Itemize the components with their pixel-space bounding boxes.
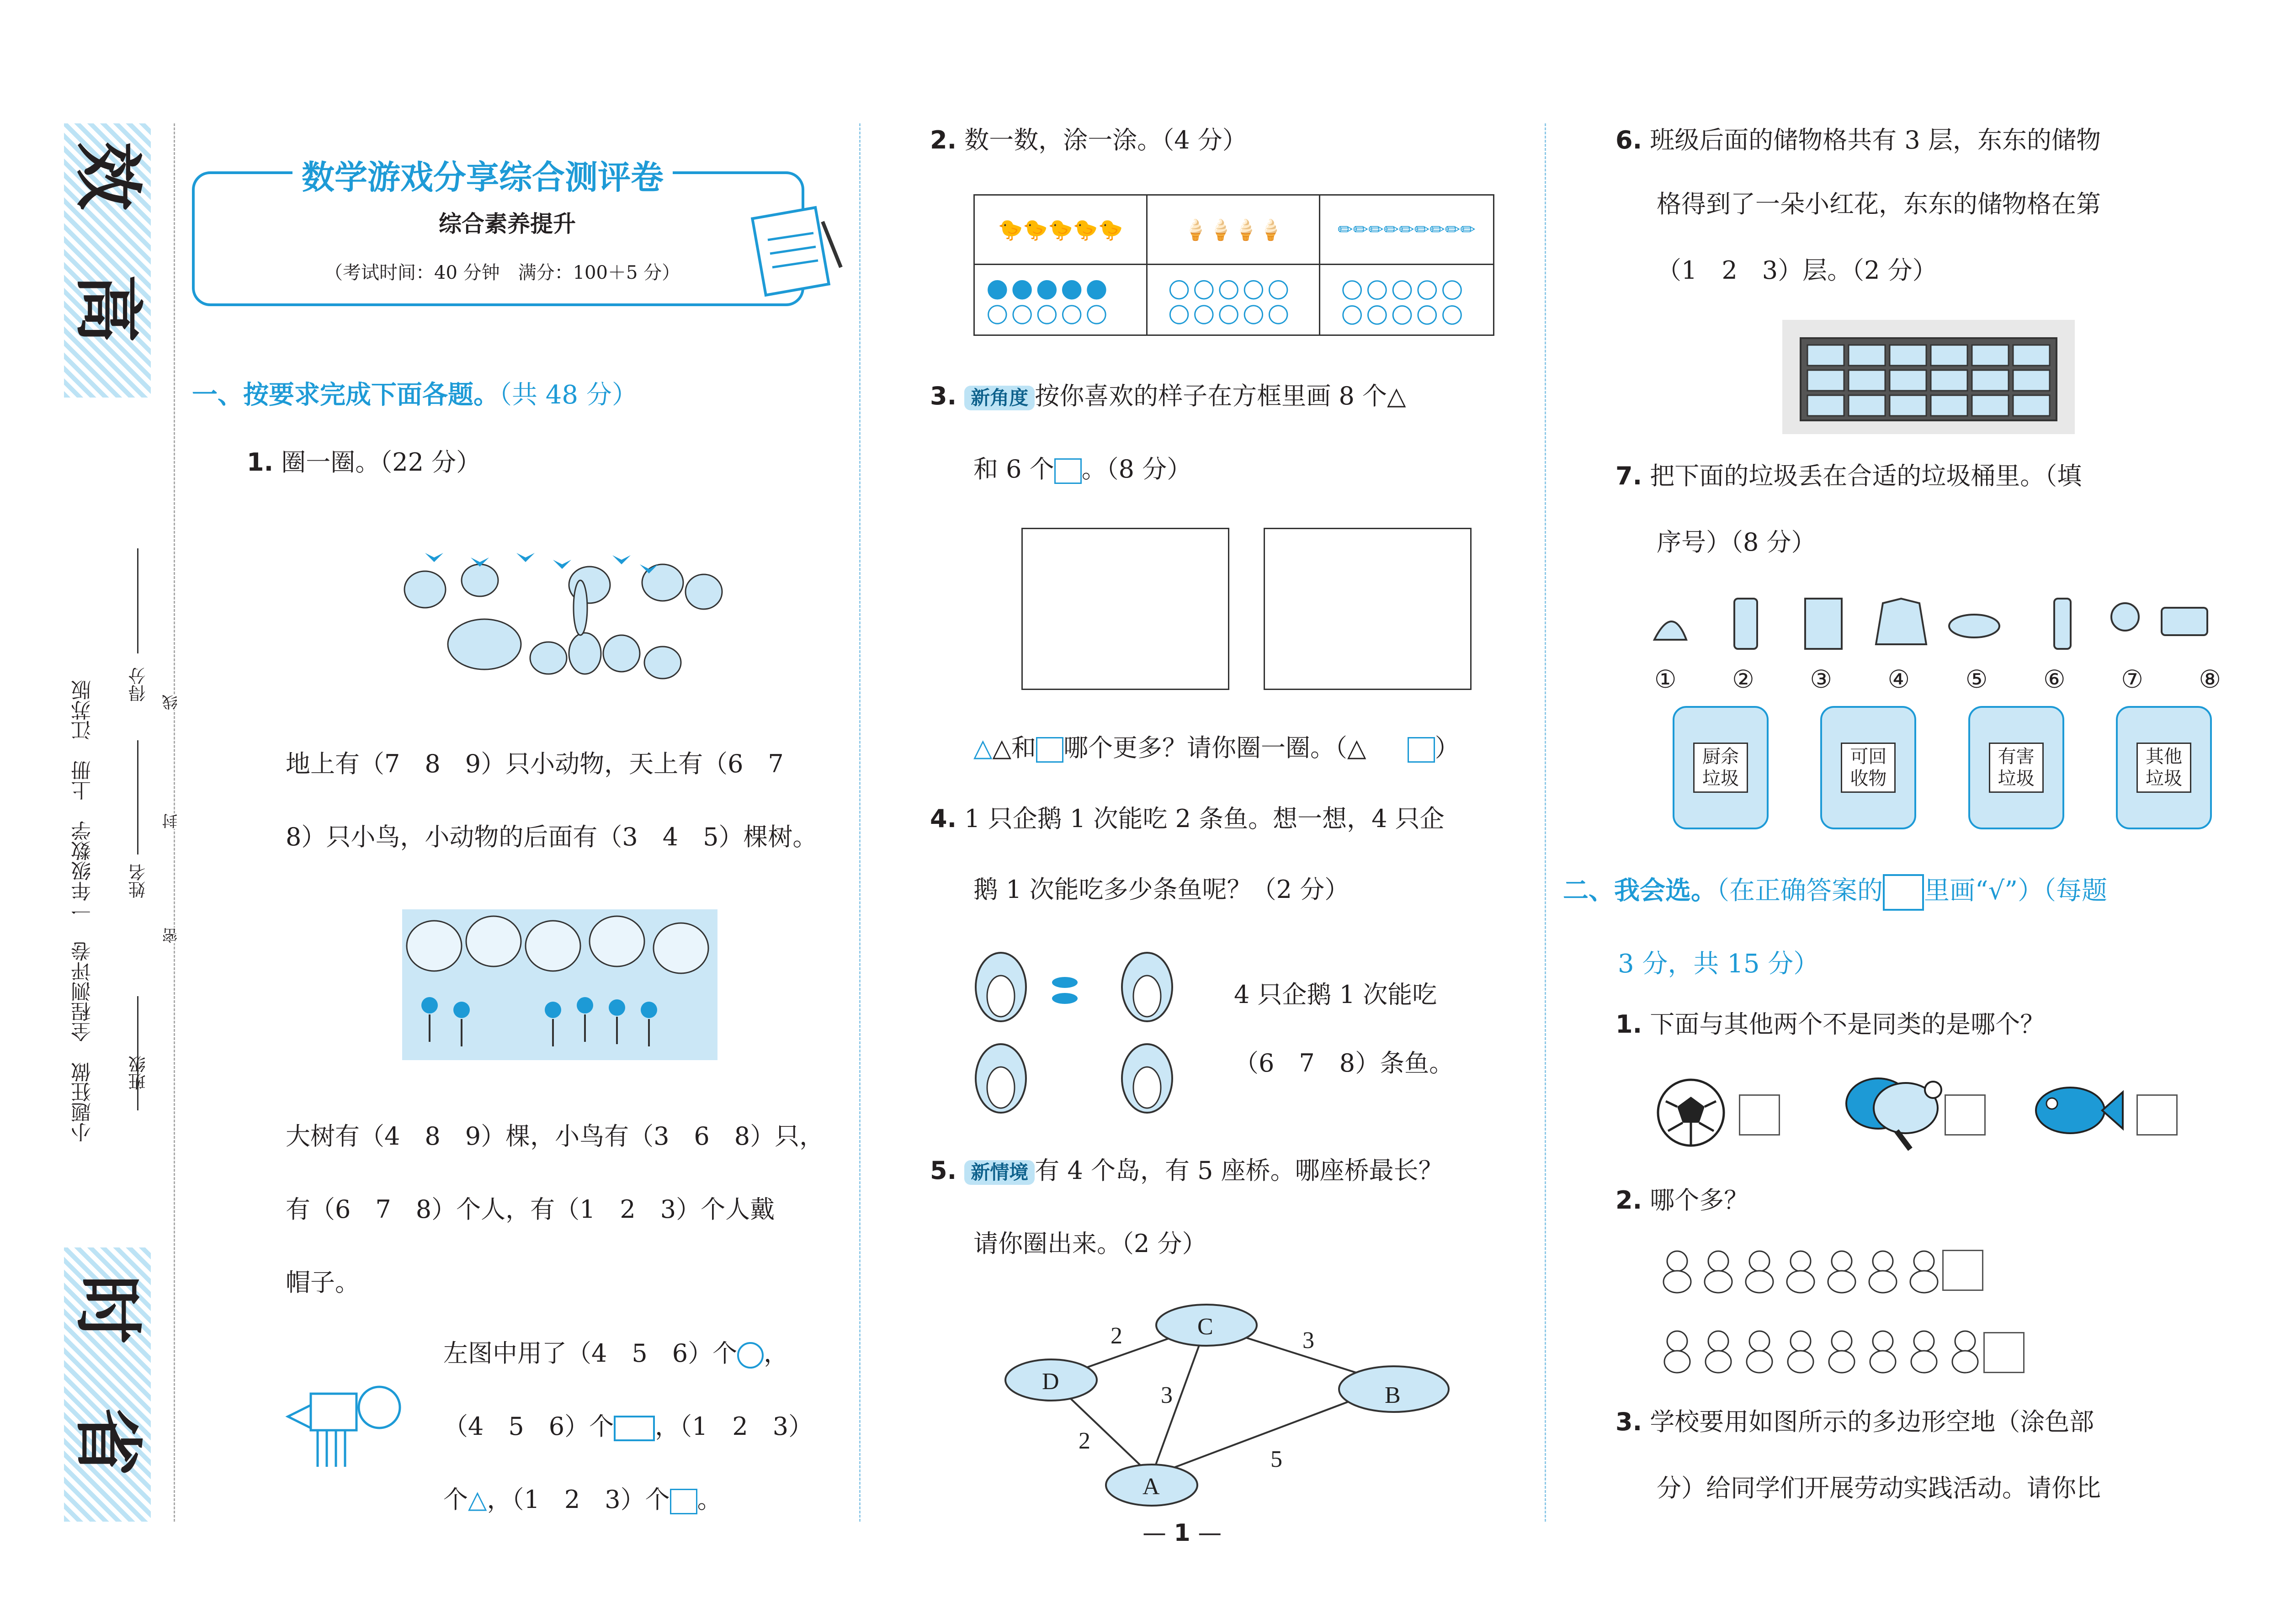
- bin-kitchen[interactable]: [1673, 706, 1769, 829]
- q1-line4: 有（6 7 8）个人，有（1 2 3）个人戴: [286, 1195, 775, 1224]
- q7-item-6: ⑥: [2043, 665, 2066, 694]
- s2q2-chicks-row: [1659, 1325, 1988, 1375]
- q7-item-3: ③: [1810, 665, 1832, 694]
- bridge-label-da: 2: [1079, 1428, 1090, 1454]
- bin-hazardous-label-2: 垃圾: [1998, 768, 2035, 789]
- sidebar-bottom-char1: 省: [68, 1407, 148, 1476]
- square-icon: [1054, 458, 1082, 484]
- s2q1-checkbox-3[interactable]: [2136, 1094, 2178, 1136]
- triangle-icon: △: [973, 733, 993, 762]
- q3-line2: 和 6 个 。（8 分）: [973, 455, 1192, 483]
- q7-item-4: ④: [1887, 665, 1910, 694]
- q1-people-illustration: [402, 909, 717, 1060]
- q1-line3: 大树有（4 8 9）棵，小鸟有（3 6 8）只，: [286, 1122, 824, 1151]
- q7-item-8: ⑧: [2199, 665, 2221, 694]
- square-icon: [670, 1489, 697, 1514]
- q5-tag: 新情境: [964, 1160, 1035, 1185]
- q7-line1: 7. 把下面的垃圾丢在合适的垃圾桶里。（填: [1615, 462, 2082, 490]
- sidebar-name-field[interactable]: [137, 740, 155, 854]
- sidebar-score-label: 得分: [128, 667, 149, 702]
- q1-prompt: 1. 圈一圈。（22 分）: [247, 448, 481, 477]
- sidebar-series: 小题狂做 全程测评卷 一年级数学 上册 江苏版: [71, 680, 95, 1142]
- island-label-d: D: [1042, 1369, 1059, 1395]
- bin-hazardous[interactable]: [1968, 706, 2064, 829]
- bridge-ca[interactable]: [1152, 1325, 1206, 1476]
- q4-penguins-illustration: [964, 941, 1202, 1124]
- q2-chicks-cell: 🐤🐤🐤🐤🐤: [975, 196, 1148, 265]
- q3-ask: △△和 哪个更多？请你圈一圈。（△ ）: [973, 733, 1460, 762]
- bin-recyclable-label-1: 可回: [1850, 746, 1887, 767]
- bridge-label-dc: 2: [1111, 1323, 1122, 1349]
- q2-icecream-cell: 🍦🍦🍦🍦: [1148, 196, 1320, 265]
- q2-circles-cell-3[interactable]: [1320, 265, 1493, 335]
- sidebar-score-field[interactable]: [137, 548, 155, 653]
- section1-title: 一、按要求完成下面各题。（共 48 分）: [192, 380, 638, 410]
- s2q2-checkbox-chicks[interactable]: [1983, 1332, 2025, 1373]
- s2q1-checkbox-1[interactable]: [1739, 1094, 1780, 1136]
- sidebar-top-char2: 效: [68, 141, 148, 211]
- s2q2-checkbox-ducks[interactable]: [1942, 1250, 1983, 1291]
- sidebar-bottom-char2: 时: [68, 1274, 148, 1344]
- q1-shape-line3: 个△，（1 2 3）个 。: [443, 1485, 722, 1514]
- bin-other[interactable]: [2116, 706, 2212, 829]
- q1-line2: 8）只小鸟，小动物的后面有（3 4 5）棵树。: [286, 823, 818, 851]
- q7-line2: 序号）（8 分）: [1657, 528, 1816, 557]
- square-icon: [1036, 737, 1063, 763]
- bin-recyclable-label-2: 收物: [1850, 768, 1887, 789]
- q1-animals-illustration: [398, 548, 727, 695]
- s2q2-prompt: 2. 哪个多？: [1615, 1186, 1749, 1215]
- q7-item-5: ⑤: [1965, 665, 1988, 694]
- q6-line2: 格得到了一朵小红花，东东的储物格在第: [1657, 190, 2101, 218]
- header-exam-info: （考试时间：40 分钟 满分：100＋5 分）: [324, 262, 680, 283]
- sidebar-class-field[interactable]: [137, 996, 155, 1110]
- island-label-b: B: [1385, 1382, 1401, 1408]
- header-title: 数学游戏分享综合测评卷: [292, 151, 673, 198]
- q2-prompt: 2. 数一数，涂一涂。（4 分）: [930, 126, 1247, 154]
- sidebar-class-label: 班级: [128, 1056, 149, 1090]
- q2-table: [973, 194, 1494, 336]
- q4-line2: 鹅 1 次能吃多少条鱼呢？（2 分）: [973, 875, 1350, 904]
- q7-item-numbers: [1654, 667, 2221, 692]
- checkbox-icon: [1883, 874, 1924, 911]
- q3-tag: 新角度: [964, 386, 1035, 410]
- soccer-ball-icon: [1654, 1076, 1727, 1149]
- q7-bins: [1673, 706, 2212, 829]
- bin-recyclable[interactable]: [1820, 706, 1916, 829]
- q4-line1: 4. 1 只企鹅 1 次能吃 2 条鱼。想一想，4 只企: [930, 804, 1445, 833]
- q7-item-2: ②: [1732, 665, 1754, 694]
- q3-draw-box-1[interactable]: [1021, 528, 1229, 690]
- ping-pong-paddle-icon: [1842, 1072, 1947, 1154]
- bin-other-label-1: 其他: [2145, 746, 2182, 767]
- page-number: — 1 —: [1142, 1519, 1222, 1547]
- q5-line2: 请你圈出来。（2 分）: [973, 1229, 1207, 1258]
- q7-item-1: ①: [1654, 665, 1677, 694]
- square-icon: [1408, 737, 1435, 763]
- bridge-label-cb: 3: [1302, 1327, 1314, 1353]
- circle-icon: [737, 1342, 764, 1369]
- fish-icon: [2029, 1076, 2125, 1145]
- s2q2-ducks-row: [1659, 1245, 1947, 1295]
- q1-shape-line1: 左图中用了（4 5 6）个 ，: [443, 1339, 789, 1368]
- q1-shape-robot: [283, 1380, 411, 1471]
- sidebar-name-label: 姓名: [128, 864, 149, 898]
- s2q3-line2: 分）给同学们开展劳动实践活动。请你比: [1657, 1474, 2101, 1502]
- q3-draw-box-2[interactable]: [1264, 528, 1472, 690]
- s2q1-prompt: 1. 下面与其他两个不是同类的是哪个？: [1615, 1010, 2045, 1039]
- section2-title: 二、我会选。（在正确答案的 里画“√”）（每题: [1563, 870, 2107, 911]
- sidebar-top-char1: 高: [68, 274, 148, 343]
- column-divider-2: [1545, 123, 1546, 1522]
- rectangle-icon: [614, 1416, 655, 1441]
- q1-line5: 帽子。: [286, 1268, 360, 1297]
- q4-answer-line1: 4 只企鹅 1 次能吃: [1234, 980, 1437, 1009]
- q7-garbage-items: [1645, 589, 2212, 658]
- q6-line1: 6. 班级后面的储物格共有 3 层，东东的储物: [1615, 126, 2101, 154]
- column-divider-1: [859, 123, 861, 1522]
- q5-prompt: 5. 新情境 有 4 个岛，有 5 座桥。哪座桥最长？: [930, 1156, 1443, 1185]
- seal-mi: 密: [160, 928, 182, 943]
- seal-xian: 线: [160, 695, 182, 710]
- seal-feng: 封: [160, 813, 182, 829]
- q6-storage-cabinet: [1782, 320, 2075, 434]
- q2-circles-filled-cell: [975, 265, 1148, 335]
- q4-answer-line2: （6 7 8）条鱼。: [1234, 1049, 1454, 1077]
- s2q1-checkbox-2[interactable]: [1945, 1094, 1986, 1136]
- q3-prompt: 3. 新角度 按你喜欢的样子在方框里画 8 个△: [930, 382, 1406, 410]
- q2-circles-cell-2[interactable]: [1148, 265, 1320, 335]
- exam-paper-icon: [749, 203, 850, 299]
- s2q3-line1: 3. 学校要用如图所示的多边形空地（涂色部: [1615, 1407, 2094, 1436]
- bin-kitchen-label-2: 垃圾: [1702, 768, 1739, 789]
- q5-islands-map: [996, 1293, 1499, 1522]
- header-subtitle: 综合素养提升: [439, 210, 576, 237]
- q6-line3: （1 2 3）层。（2 分）: [1657, 256, 1937, 285]
- bin-kitchen-label-1: 厨余: [1702, 746, 1739, 767]
- q2-crayons-cell: ✏✏✏✏✏✏✏✏✏: [1320, 196, 1493, 265]
- bridge-label-ca: 3: [1161, 1382, 1173, 1408]
- sidebar-bottom-pattern: [64, 1247, 151, 1522]
- q1-line1: 地上有（7 8 9）只小动物，天上有（6 7: [286, 749, 784, 778]
- sidebar-top-pattern: [64, 123, 151, 398]
- island-label-c: C: [1197, 1314, 1213, 1340]
- q7-item-7: ⑦: [2121, 665, 2143, 694]
- island-label-a: A: [1142, 1474, 1160, 1500]
- bin-other-label-2: 垃圾: [2145, 768, 2182, 789]
- bridge-label-ab: 5: [1270, 1446, 1282, 1472]
- bin-hazardous-label-1: 有害: [1998, 746, 2035, 767]
- triangle-icon: △: [468, 1485, 487, 1514]
- section2-line2: 3 分，共 15 分）: [1618, 949, 1819, 979]
- q1-shape-line2: （4 5 6）个 ，（1 2 3）: [443, 1412, 813, 1441]
